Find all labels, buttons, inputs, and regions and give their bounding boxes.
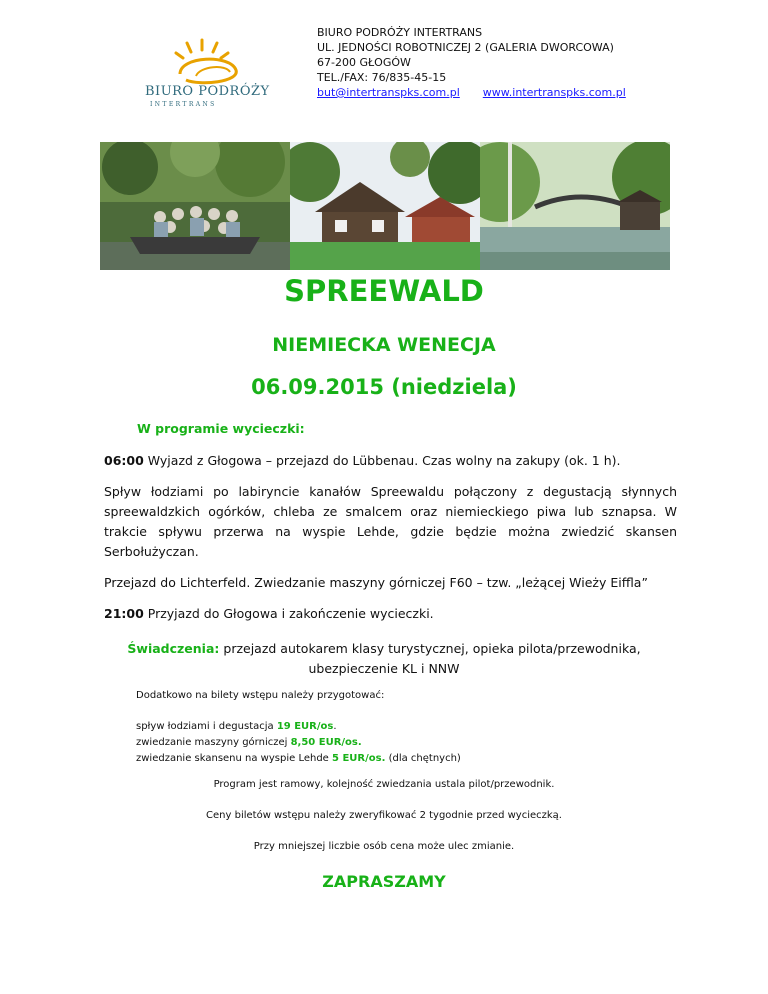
extra-price: 8,50 EUR/os.	[290, 737, 362, 748]
services-line-2: ubezpieczenie KL i NNW	[308, 661, 460, 676]
extra-item-machine: zwiedzanie maszyny górniczej 8,50 EUR/os.	[136, 737, 362, 748]
extras-intro: Dodatkowo na bilety wstępu należy przygotować:	[136, 690, 385, 701]
note-program: Program jest ramowy, kolejność zwiedzania ustala pilot/przewodnik.	[213, 779, 555, 790]
end-text: Przyjazd do Głogowa i zakończenie wycieczki.	[143, 606, 434, 621]
program-cruise: Spływ łodziami po labiryncie kanałów Spreewaldu połączony z degustacją słynnych spreewaldzkich ogórków, chleba ze smalcem oraz niemieckiego piwa lub sznapsa. W trakcie spływu przerwa na wyspie Lehde, gdzie będzie można zwiedzić skansen Serbołużyczan.	[104, 484, 677, 559]
program-heading: W programie wycieczki:	[137, 421, 305, 436]
start-time: 06:00	[104, 453, 144, 468]
logo-text: BIURO PODRÓŻY	[145, 84, 270, 99]
page-subtitle: NIEMIECKA WENECJA	[272, 334, 496, 356]
closing-invitation: ZAPRASZAMY	[322, 872, 446, 891]
extra-item-skansen: zwiedzanie skansenu na wyspie Lehde 5 EUR/os. (dla chętnych)	[136, 753, 461, 764]
photo-boat-tourists	[100, 142, 290, 270]
note-group-size: Przy mniejszej liczbie osób cena może ulec zmianie.	[253, 841, 515, 852]
note-prices: Ceny biletów wstępu należy zweryfikować 2 tygodnie przed wycieczką.	[206, 810, 562, 821]
end-time: 21:00	[104, 606, 144, 621]
services-block	[0, 639, 768, 679]
program-end	[104, 604, 677, 624]
email-link[interactable]: but@intertranspks.com.pl	[317, 86, 460, 99]
agency-name: BIURO PODRÓŻY INTERTRANS	[317, 26, 483, 39]
logo-subtext: INTERTRANS	[150, 101, 217, 108]
website-link[interactable]: www.intertranspks.com.pl	[482, 86, 626, 99]
extra-price: 5 EUR/os.	[332, 753, 386, 764]
extra-item-cruise: spływ łodziami i degustacja 19 EUR/os.	[136, 721, 337, 732]
agency-phone: TEL./FAX: 76/835-45-15	[317, 71, 447, 84]
photo-village-house	[290, 142, 480, 270]
services-line-1: przejazd autokarem klasy turystycznej, opieka pilota/przewodnika,	[219, 641, 641, 656]
extra-price: 19 EUR/os	[276, 721, 334, 732]
start-text: Wyjazd z Głogowa – przejazd do Lübbenau. Czas wolny na zakupy (ok. 1 h).	[143, 453, 621, 468]
contact-links	[317, 85, 626, 100]
agency-city: 67-200 GŁOGÓW	[317, 56, 411, 69]
trip-date: 06.09.2015 (niedziela)	[251, 375, 517, 399]
program-start	[104, 451, 677, 471]
agency-street: UL. JEDNOŚCI ROBOTNICZEJ 2 (GALERIA DWORCOWA)	[317, 41, 614, 54]
photo-canal-bridge	[480, 142, 670, 270]
program-lichterfeld: Przejazd do Lichterfeld. Zwiedzanie maszyny górniczej F60 – tzw. „leżącej Wieży Eiffla”	[104, 575, 648, 590]
page-title: SPREEWALD	[284, 274, 484, 308]
services-label: Świadczenia:	[127, 641, 220, 656]
